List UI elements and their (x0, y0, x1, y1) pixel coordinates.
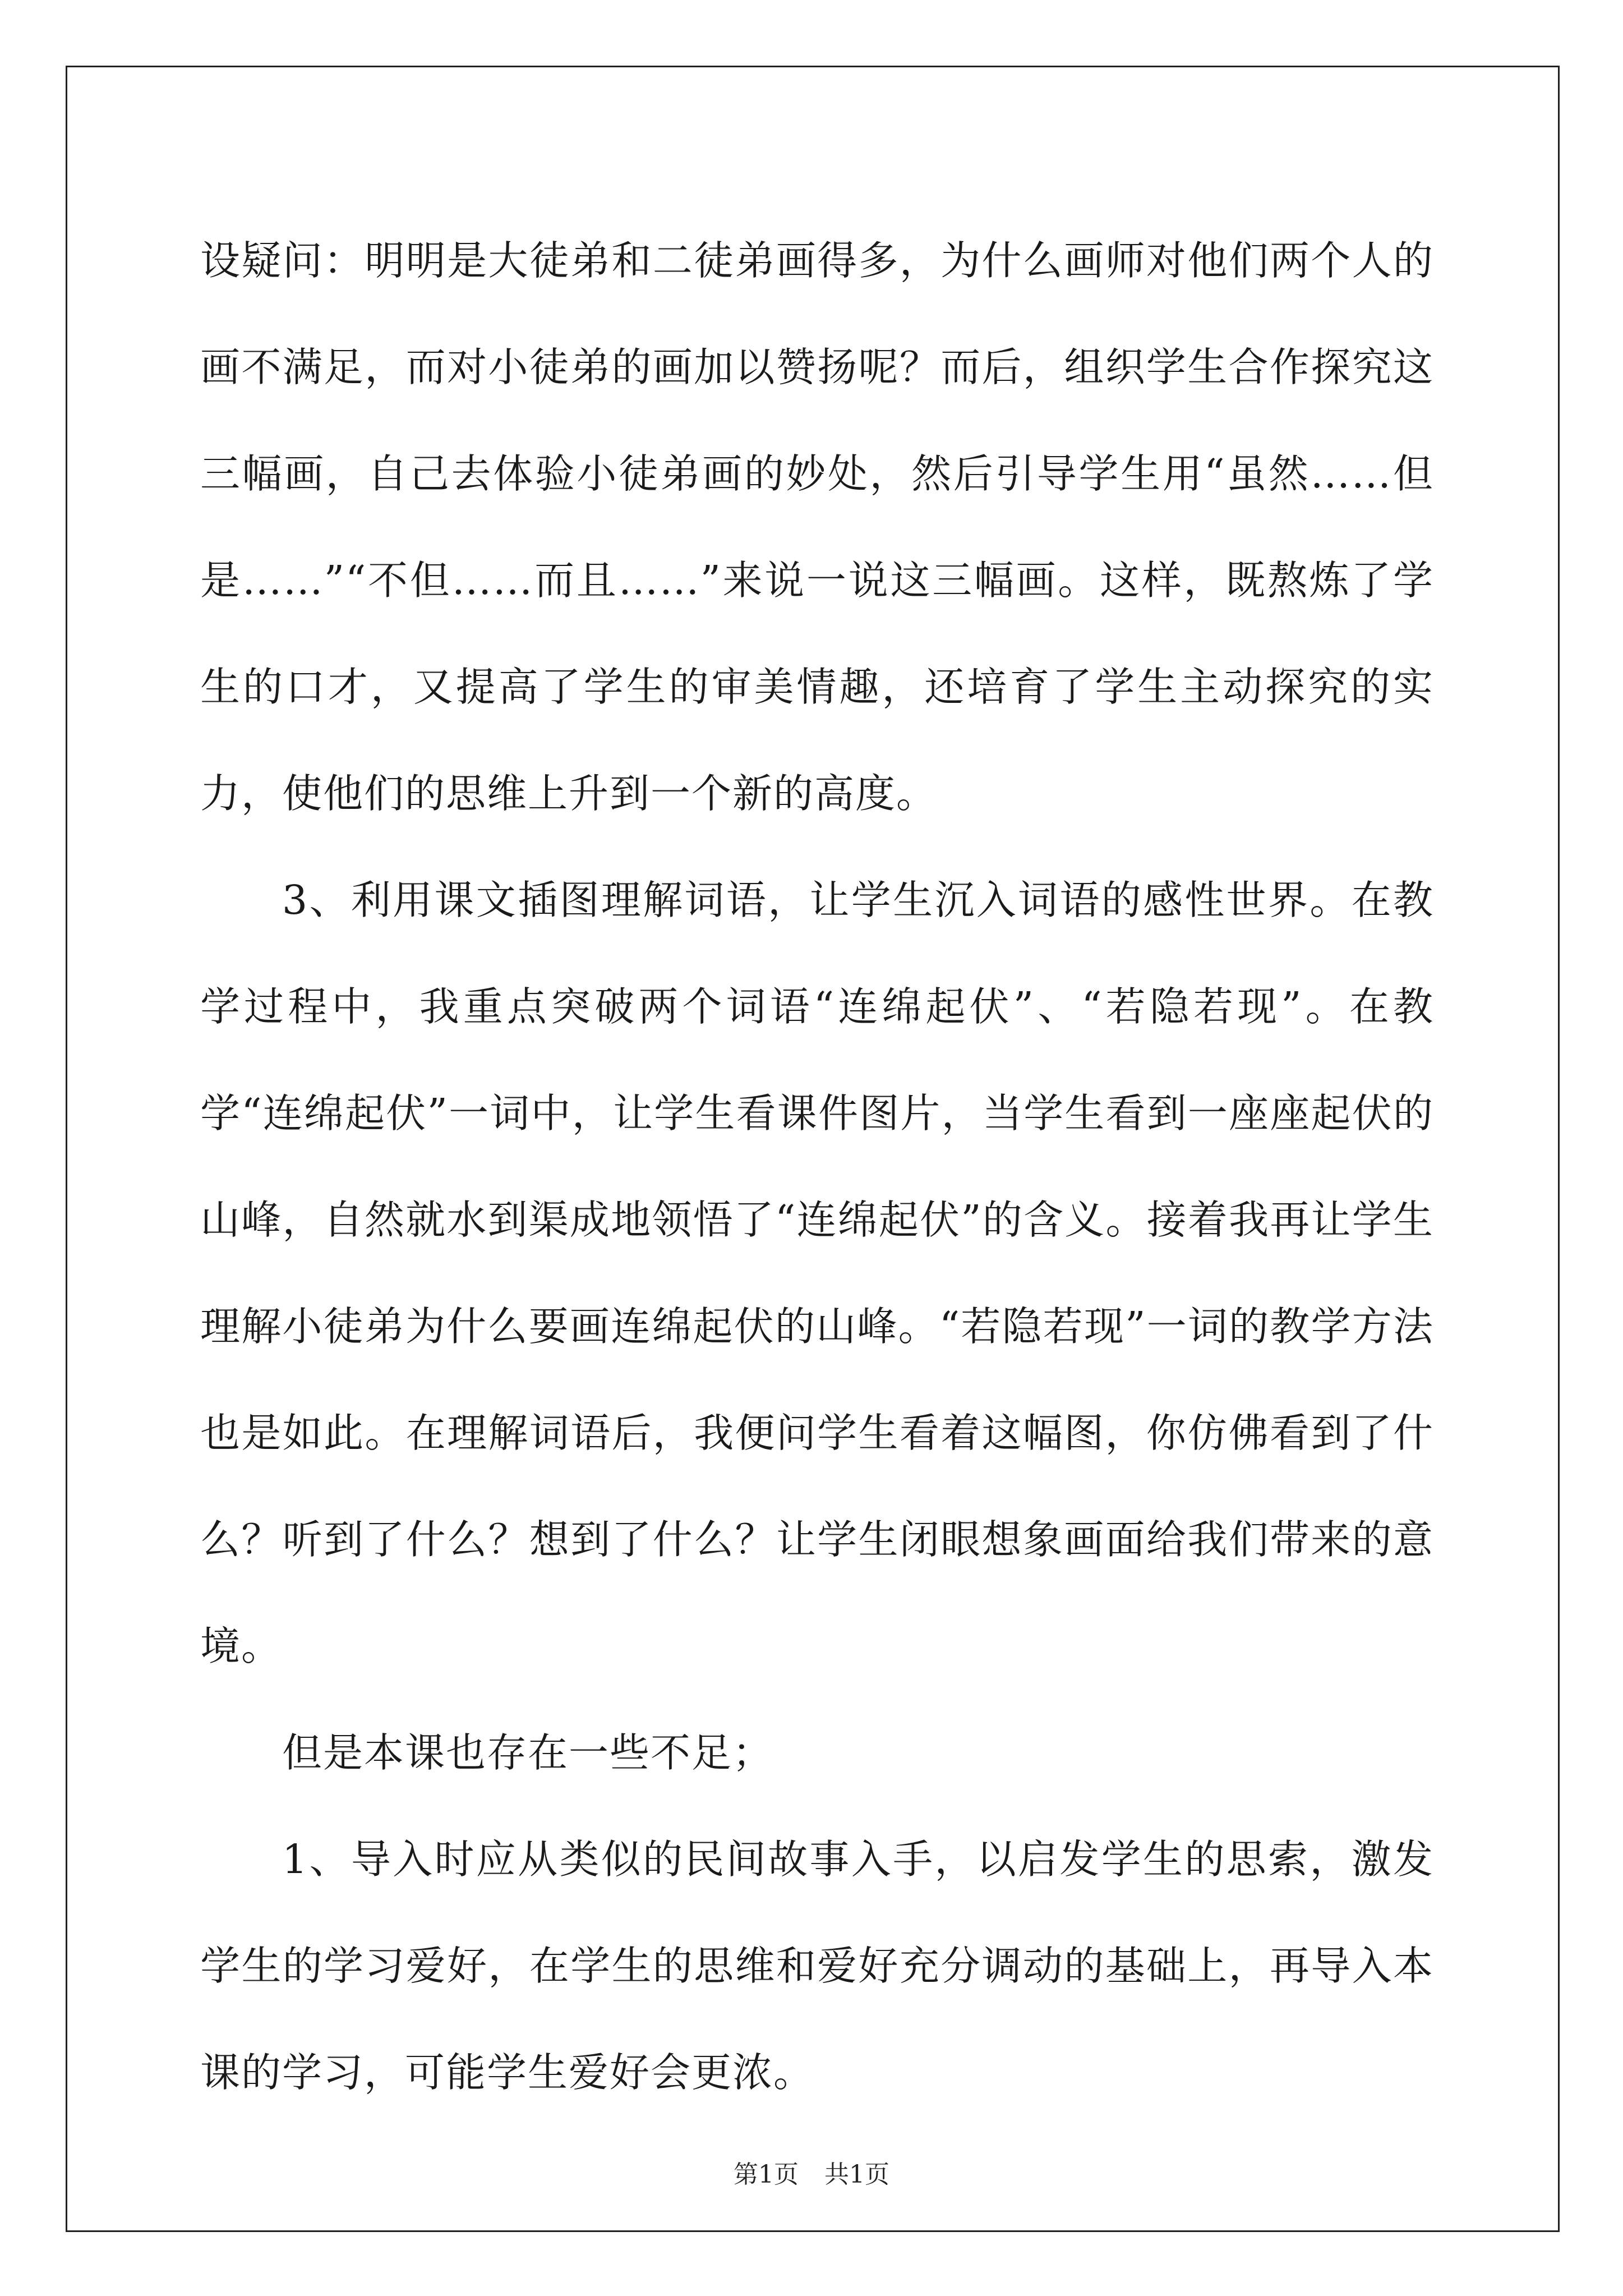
paragraph-4: 1、导入时应从类似的民间故事入手，以启发学生的思索，激发学生的学习爱好，在学生的思维和爱好充分调动的基础上，再导入本课的学习，可能学生爱好会更浓。 (200, 1836, 1434, 2096)
paragraph-1: 设疑问：明明是大徒弟和二徒弟画得多，为什么画师对他们两个人的画不满足，而对小徒弟的画加以赞扬呢？而后，组织学生合作探究这三幅画，自己去体验小徒弟画的妙处，然后引导学生用“虽然……但是……”“不但……而且……”来说一说这三幅画。这样，既熬炼了学生的口才，又提高了学生的审美情趣，还培育了学生主动探究的实力，使他们的思维上升到一个新的高度。 (200, 237, 1434, 817)
paragraph-2: 3、利用课文插图理解词语，让学生沉入词语的感性世界。在教学过程中，我重点突破两个词语“连绵起伏”、“若隐若现”。在教学“连绵起伏”一词中，让学生看课件图片，当学生看到一座座起伏的山峰，自然就水到渠成地领悟了“连绵起伏”的含义。接着我再让学生理解小徒弟为什么要画连绵起伏的山峰。“若隐若现”一词的教学方法也是如此。在理解词语后，我便问学生看着这幅图，你仿佛看到了什么？听到了什么？想到了什么？让学生闭眼想象画面给我们带来的意境。 (200, 877, 1434, 1669)
paragraph-3: 但是本课也存在一些不足； (282, 1729, 774, 1776)
page-footer (0, 2154, 1623, 2190)
page-total: 共1页 (824, 2160, 889, 2189)
document-body (200, 208, 1434, 2126)
page-number: 第1页 (734, 2160, 799, 2189)
